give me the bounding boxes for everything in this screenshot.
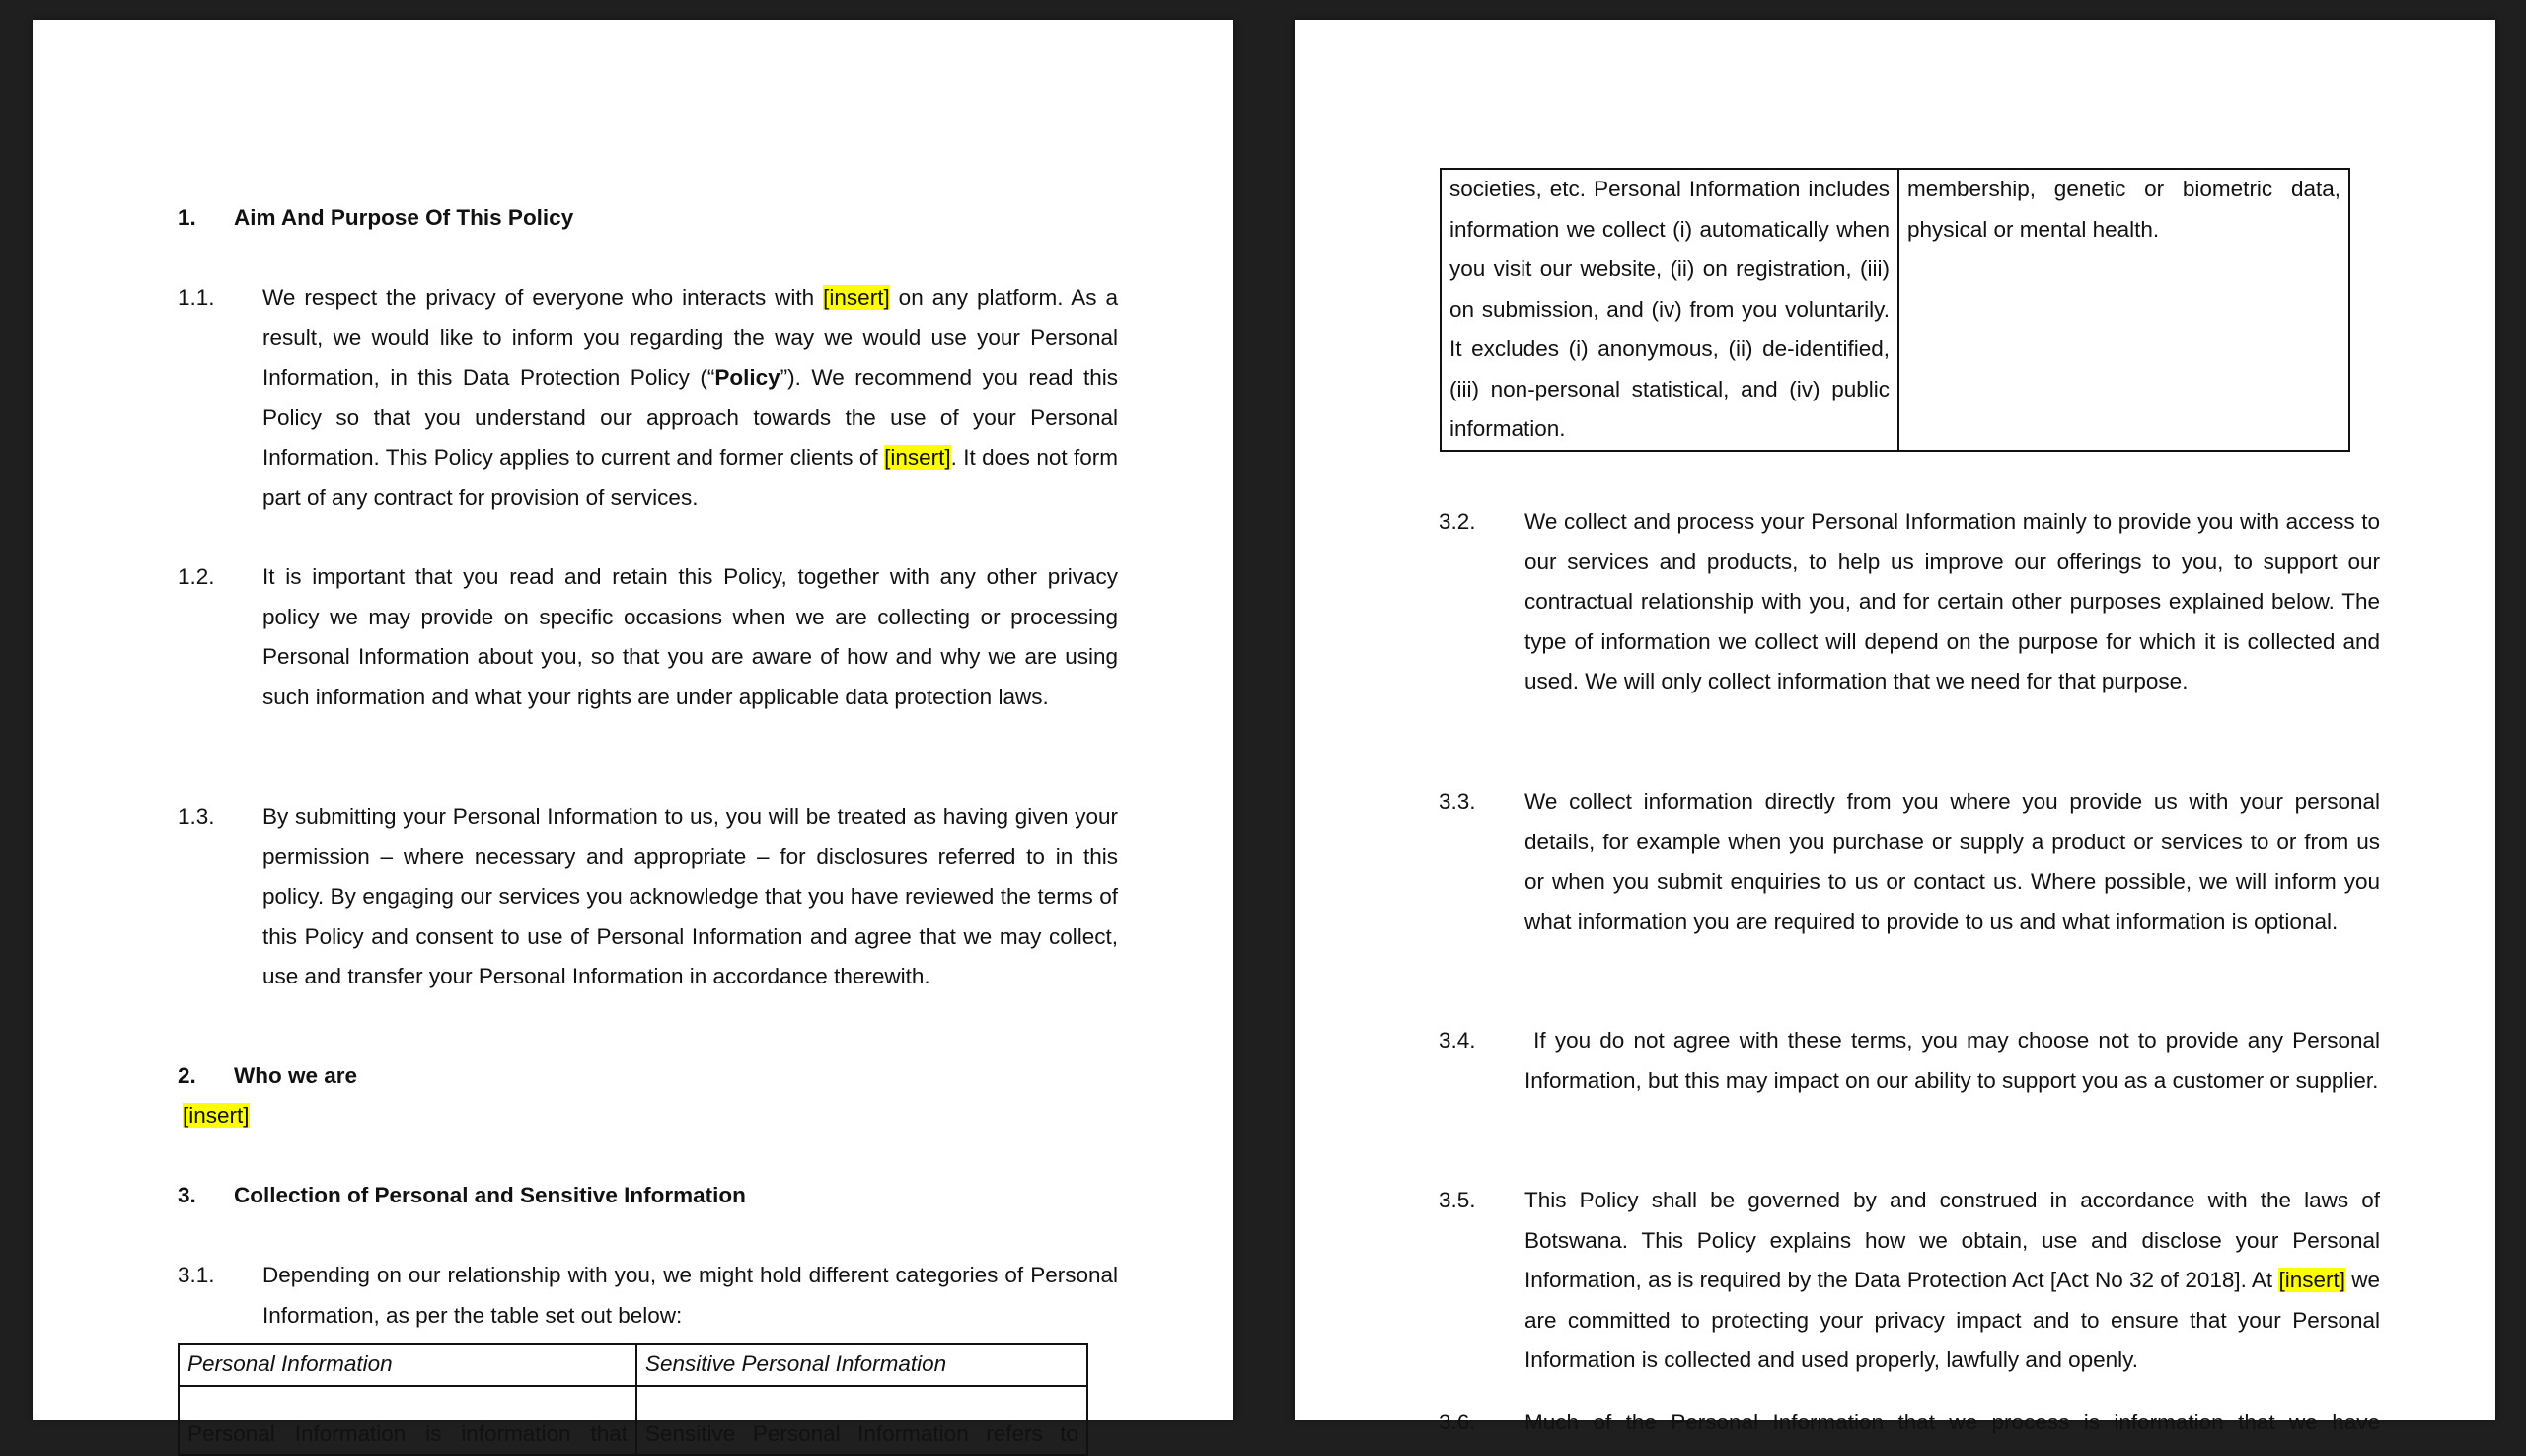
clause-3-5-part1: This Policy shall be governed by and construed in accordance with the laws of Botswana. This Policy explains how we obtain, use and disclose your Personal Information, as is required by the Data Protection Act [Act No 32 of 2018]. At	[1524, 1188, 2380, 1292]
insert-placeholder: [insert]	[183, 1103, 250, 1128]
section-1-number: 1.	[178, 205, 196, 230]
clause-3-2-text: We collect and process your Personal Information mainly to provide you with access to our services and products, to help us improve our offerings to you, to support our contractual relationship with you, and for certain other purposes explained below. The type of information we collect will depend on the purpose for which it is collected and used. We will only collect information that we need for that purpose.	[1524, 509, 2380, 693]
clause-1-2-text: It is important that you read and retain this Policy, together with any other privacy policy we may provide on specific occasions when we are collecting or processing Personal Information about you, so that you are aware of how and why we are using such information and what your rights are under applicable data protection laws.	[262, 564, 1118, 709]
document-page-right	[1295, 20, 2495, 1434]
clause-3-4-text: If you do not agree with these terms, you may choose not to provide any Personal Information, but this may impact on our ability to support you as a customer or supplier.	[1524, 1028, 2387, 1093]
document-page-left	[33, 20, 1233, 1446]
column-header: Personal Information	[187, 1351, 393, 1376]
clause-1-1-part3: ”). We recommend you read this Policy so that you understand our approach towards the use of your Personal Information. This Policy applies to current and former clients of	[262, 365, 1118, 470]
clause-1-3-number: 1.3.	[178, 804, 215, 829]
table-row	[1441, 169, 2349, 451]
clause-3-4-number: 3.4.	[1439, 1028, 1476, 1053]
clause-1-2-number: 1.2.	[178, 564, 215, 589]
clause-3-2-number: 3.2.	[1439, 509, 1476, 534]
column-header: Sensitive Personal Information	[645, 1351, 947, 1376]
clause-3-1-text: Depending on our relationship with you, we might hold different categories of Personal Information, as per the table set out below:	[262, 1263, 1118, 1328]
clause-3-5-part2: we are committed to protecting your privacy impact and to ensure that your Personal Information is collected and used properly, lawfully and openly.	[1524, 1268, 2380, 1372]
clause-1-1-text	[262, 278, 1118, 518]
table-row	[179, 1386, 1087, 1456]
table-header-sensitive	[636, 1344, 1087, 1386]
section-1-title: Aim And Purpose Of This Policy	[234, 205, 574, 230]
clause-3-3-text: We collect information directly from you where you provide us with your personal details, for example when you purchase or supply a product or services to or from us or when you submit enquiries to us or contact us. Where possible, we will inform you what information you are required to provide to us and what information is optional.	[1524, 789, 2380, 934]
clause-1-1-part2: on any platform. As a result, we would like to inform you regarding the way we would use your Personal Information, in this Data Protection Policy (“	[262, 285, 1118, 390]
information-categories-table-continued	[1440, 168, 2350, 452]
clause-3-3-number: 3.3.	[1439, 789, 1476, 814]
clause-1-1-part1: We respect the privacy of everyone who interacts with	[262, 285, 824, 310]
insert-placeholder: [insert]	[823, 285, 890, 310]
table-cell: societies, etc. Personal Information includes information we collect (i) automatically when you visit our website, (ii) on registration, (iii) on submission, and (iv) from you voluntarily. It excludes (i) anonymous, (ii) de-identified, (iii) non-personal statistical, and (iv) public information.	[1441, 169, 1898, 451]
section-3-title: Collection of Personal and Sensitive Information	[234, 1183, 746, 1207]
clause-3-5-text	[1524, 1181, 2380, 1381]
insert-placeholder: [insert]	[2278, 1268, 2345, 1292]
section-2-number: 2.	[178, 1063, 196, 1088]
section-3-number: 3.	[178, 1183, 196, 1207]
clause-1-1-number: 1.1.	[178, 285, 215, 310]
clause-3-5-number: 3.5.	[1439, 1188, 1476, 1212]
policy-defined-term: Policy	[714, 365, 780, 390]
clause-3-1-number: 3.1.	[178, 1263, 215, 1287]
who-we-are-insert	[183, 1096, 250, 1136]
insert-placeholder: [insert]	[884, 445, 951, 470]
information-categories-table	[178, 1343, 1088, 1456]
clause-1-3-text: By submitting your Personal Information to us, you will be treated as having given your permission – where necessary and appropriate – for disclosures referred to in this policy. By engaging our services you acknowledge that you have reviewed the terms of this Policy and consent to use of Personal Information and agree that we may collect, use and transfer your Personal Information in accordance therewith.	[262, 804, 1118, 988]
clause-1-1-part4: . It does not form part of any contract for provision of services.	[262, 445, 1118, 510]
table-row	[179, 1344, 1087, 1386]
table-cell: Personal Information is information that	[179, 1386, 636, 1456]
table-cell: membership, genetic or biometric data, physical or mental health.	[1898, 169, 2349, 451]
section-2-title: Who we are	[234, 1063, 358, 1088]
clause-3-6-text: Much of the Personal Information that we process is information that we have	[1524, 1410, 2380, 1434]
clause-3-6-number: 3.6.	[1439, 1410, 1476, 1434]
table-cell: Sensitive Personal Information refers to	[636, 1386, 1087, 1456]
table-header-personal	[179, 1344, 636, 1386]
